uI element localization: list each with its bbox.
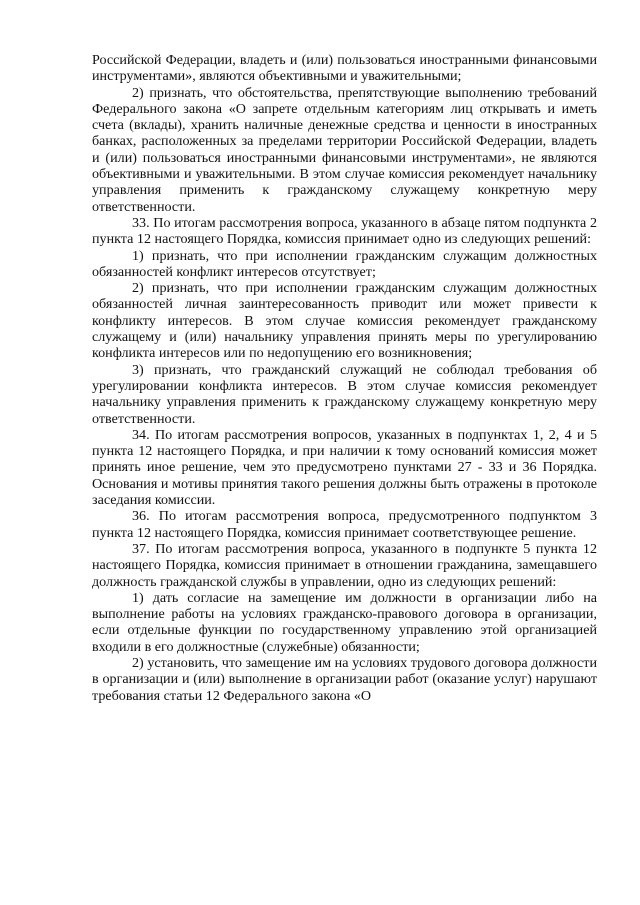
paragraph-36: 36. По итогам рассмотрения вопроса, предусмотренного подпунктом 3 пункта 12 настоящего Порядка, комиссия принимает соответствующее решение. bbox=[92, 508, 597, 541]
paragraph-37-item-1: 1) дать согласие на замещение им должности в организации либо на выполнение работы на условиях гражданско-правового договора в организации, если отдельные функции по государственному управлению этой организацией входили в его должностные (служебные) обязанности; bbox=[92, 589, 597, 655]
paragraph-33-item-3: 3) признать, что гражданский служащий не соблюдал требования об урегулировании конфликта интересов. В этом случае комиссия рекомендует начальнику управления применить к гражданскому служащему конкретную меру ответственности. bbox=[92, 361, 597, 427]
paragraph-37-item-2: 2) установить, что замещение им на условиях трудового договора должности в организации и (или) выполнение в организации работ (оказание услуг) нарушают требования статьи 12 Федерального закона «О bbox=[92, 654, 597, 704]
paragraph-33-item-2: 2) признать, что при исполнении гражданским служащим должностных обязанностей личная заинтересованность приводит или может привести к конфликту интересов. В этом случае комиссия рекомендует гражданскому служащему и (или) начальнику управления принять меры по урегулированию конфликта интересов или по недопущению его возникновения; bbox=[92, 280, 597, 362]
paragraph-34: 34. По итогам рассмотрения вопросов, указанных в подпунктах 1, 2, 4 и 5 пункта 12 настоящего Порядка, и при наличии к тому оснований комиссия может принять иное решение, чем это предусмотрено пунктами 27 - 33 и 36 Порядка. Основания и мотивы принятия такого решения должны быть отражены в протоколе заседания комиссии. bbox=[92, 426, 597, 509]
paragraph-32-item-2: 2) признать, что обстоятельства, препятствующие выполнению требований Федерального закона «О запрете отдельным категориям лиц открывать и иметь счета (вклады), хранить наличные денежные средства и ценности в иностранных банках, расположенных за пределами территории Российской Федерации, владеть и (или) пользоваться иностранными финансовыми инструментами», не являются объективными и уважительными. В этом случае комиссия рекомендует начальнику управления применить к гражданскому служащему конкретную меру ответственности. bbox=[92, 84, 597, 215]
paragraph-33-item-1: 1) признать, что при исполнении гражданским служащим должностных обязанностей конфликт интересов отсутствует; bbox=[92, 247, 597, 280]
paragraph-33: 33. По итогам рассмотрения вопроса, указанного в абзаце пятом подпункта 2 пункта 12 настоящего Порядка, комиссия принимает одно из следующих решений: bbox=[92, 214, 597, 248]
paragraph-37: 37. По итогам рассмотрения вопроса, указанного в подпункте 5 пункта 12 настоящего Порядка, комиссия принимает в отношении гражданина, замещавшего должность гражданской службы в управлении, одно из следующих решений: bbox=[92, 540, 597, 590]
paragraph-continuation: Российской Федерации, владеть и (или) пользоваться иностранными финансовыми инструментами», являются объективными и уважительными; bbox=[92, 52, 597, 85]
